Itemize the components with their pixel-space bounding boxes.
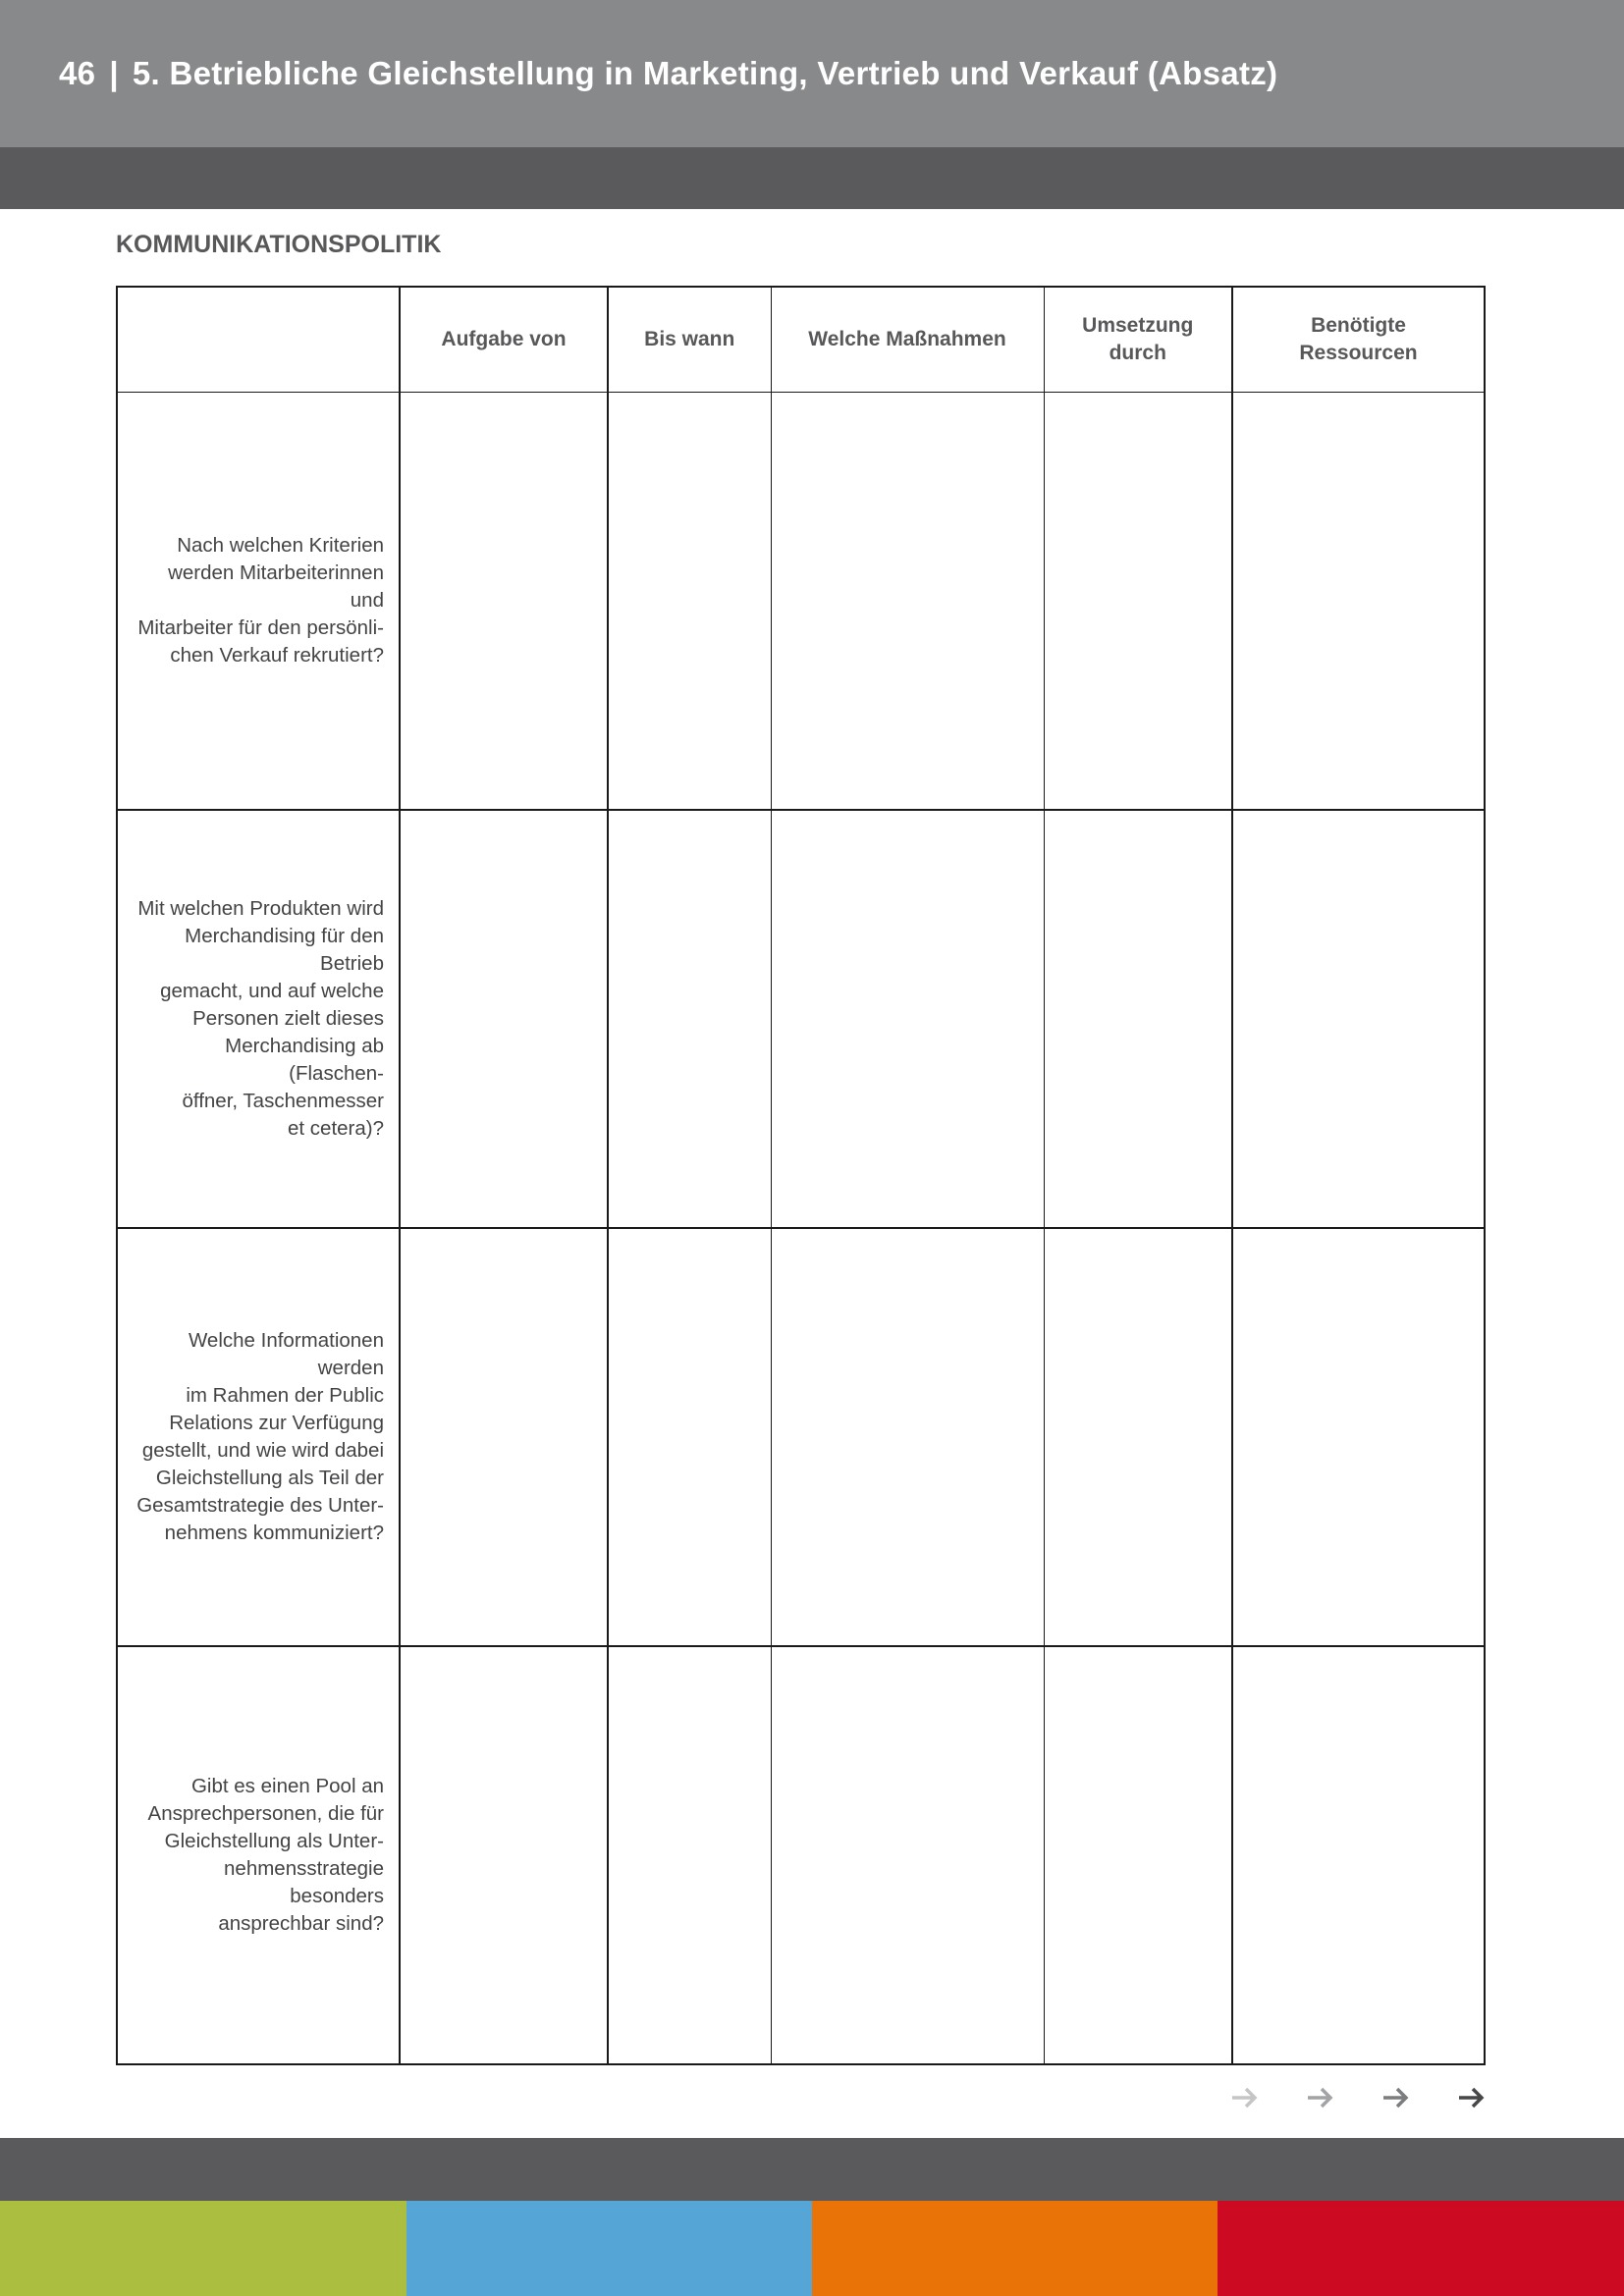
footer-band	[0, 2138, 1624, 2201]
answer-cell-umsetzung[interactable]	[1044, 393, 1232, 811]
table-row	[117, 393, 1485, 811]
question-cell	[117, 1646, 400, 2064]
answer-cell-ressourcen[interactable]	[1232, 1646, 1485, 2064]
color-bar-green	[0, 2201, 406, 2296]
answer-cell-aufgabe-von[interactable]	[400, 810, 608, 1228]
header-bar	[0, 0, 1624, 147]
table-row	[117, 1228, 1485, 1646]
page-number: 46	[59, 55, 96, 91]
column-header-bis-wann	[608, 287, 771, 393]
question-text: Gibt es einen Pool an Ansprechpersonen, die für Gleichstellung als Unter- nehmensstrategie besonders ansprechbar sind?	[147, 1775, 384, 1935]
answer-cell-ressourcen[interactable]	[1232, 810, 1485, 1228]
arrow-right-icon[interactable]	[1455, 2081, 1489, 2114]
answer-cell-massnahmen[interactable]	[771, 810, 1044, 1228]
column-header-label: Aufgabe von	[441, 328, 567, 350]
answer-cell-bis-wann[interactable]	[608, 393, 771, 811]
answer-cell-aufgabe-von[interactable]	[400, 1646, 608, 2064]
answer-cell-massnahmen[interactable]	[771, 393, 1044, 811]
table-header-row	[117, 287, 1485, 393]
table-row	[117, 810, 1485, 1228]
arrow-right-icon[interactable]	[1380, 2081, 1413, 2114]
question-cell	[117, 393, 400, 811]
answer-cell-umsetzung[interactable]	[1044, 1646, 1232, 2064]
column-header-empty	[117, 287, 400, 393]
planning-table	[116, 286, 1486, 2065]
color-bar-red	[1218, 2201, 1624, 2296]
answer-cell-bis-wann[interactable]	[608, 1228, 771, 1646]
navigation-arrows	[1218, 2081, 1492, 2120]
question-cell	[117, 1228, 400, 1646]
question-text: Welche Informationen werden im Rahmen der Public Relations zur Verfügung gestellt, und wie wird dabei Gleichstellung als Teil der Gesamtstrategie des Unter- nehmens kommuniziert?	[136, 1329, 384, 1544]
chapter-title: 5. Betriebliche Gleichstellung in Marketing, Vertrieb und Verkauf (Absatz)	[132, 55, 1278, 91]
answer-cell-umsetzung[interactable]	[1044, 1228, 1232, 1646]
header-separator: |	[109, 55, 119, 91]
arrow-right-icon[interactable]	[1228, 2081, 1262, 2114]
answer-cell-aufgabe-von[interactable]	[400, 1228, 608, 1646]
answer-cell-massnahmen[interactable]	[771, 1646, 1044, 2064]
answer-cell-massnahmen[interactable]	[771, 1228, 1044, 1646]
answer-cell-bis-wann[interactable]	[608, 1646, 771, 2064]
answer-cell-aufgabe-von[interactable]	[400, 393, 608, 811]
column-header-aufgabe-von	[400, 287, 608, 393]
column-header-label: Bis wann	[644, 328, 735, 350]
question-cell	[117, 810, 400, 1228]
column-header-ressourcen	[1232, 287, 1485, 393]
column-header-massnahmen	[771, 287, 1044, 393]
header-band	[0, 147, 1624, 209]
column-header-label: Umsetzung durch	[1082, 314, 1194, 364]
answer-cell-ressourcen[interactable]	[1232, 1228, 1485, 1646]
section-heading: KOMMUNIKATIONSPOLITIK	[116, 231, 442, 258]
color-bar-orange	[812, 2201, 1218, 2296]
page-header-title	[59, 55, 1277, 92]
arrow-right-icon[interactable]	[1304, 2081, 1337, 2114]
question-text: Nach welchen Kriterien werden Mitarbeiterinnen und Mitarbeiter für den persönli- chen Verkauf rekrutiert?	[137, 534, 384, 667]
answer-cell-bis-wann[interactable]	[608, 810, 771, 1228]
column-header-label: Benötigte Ressourcen	[1299, 314, 1418, 364]
column-header-umsetzung	[1044, 287, 1232, 393]
question-text: Mit welchen Produkten wird Merchandising für den Betrieb gemacht, und auf welche Personen zielt dieses Merchandising ab (Flaschen- öffner, Taschenmesser et cetera)?	[137, 897, 384, 1140]
column-header-label: Welche Maßnahmen	[808, 328, 1006, 350]
answer-cell-ressourcen[interactable]	[1232, 393, 1485, 811]
color-bar-blue	[406, 2201, 812, 2296]
answer-cell-umsetzung[interactable]	[1044, 810, 1232, 1228]
table-row	[117, 1646, 1485, 2064]
